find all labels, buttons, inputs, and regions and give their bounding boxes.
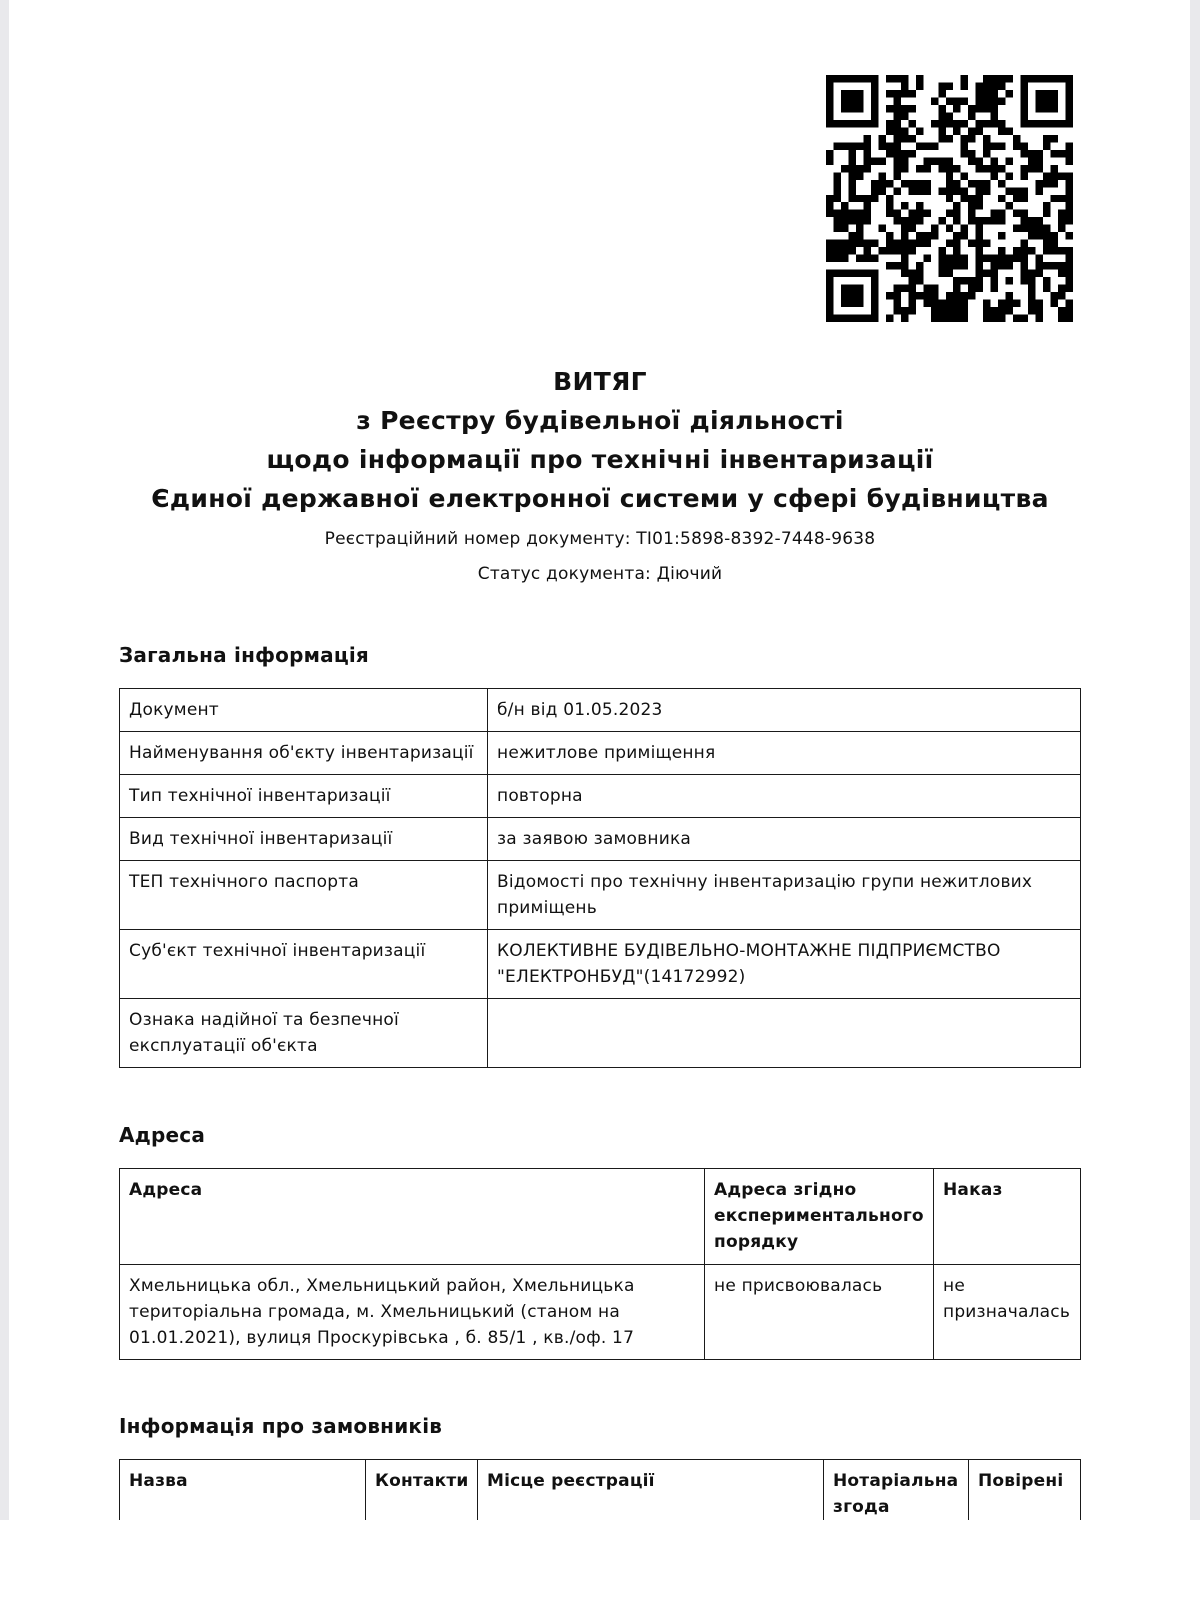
row-label: Найменування об'єкту інвентаризації (120, 732, 488, 775)
table-header-row (120, 1169, 1081, 1265)
row-label: ТЕП технічного паспорта (120, 861, 488, 930)
document-subtitle: з Реєстру будівельної діяльності (356, 406, 844, 435)
row-value: б/н від 01.05.2023 (488, 689, 1081, 732)
experimental-address-cell: не присвоювалась (705, 1265, 934, 1360)
table-row (120, 818, 1081, 861)
document-header (0, 362, 1200, 585)
address-cell: Хмельницька обл., Хмельницький район, Хмельницька територіальна громада, м. Хмельницький (станом на 01.01.2021), вулиця Проскурівська , б. 85/1 , кв./оф. 17 (120, 1265, 705, 1360)
section-title-general: Загальна інформація (119, 643, 369, 667)
row-value (488, 999, 1081, 1068)
column-header: Місце реєстрації (478, 1460, 824, 1540)
column-header: Контакти (366, 1460, 478, 1540)
qr-finder-pattern (826, 75, 878, 127)
qr-finder-pattern (1021, 75, 1073, 127)
column-header: Повірені (969, 1460, 1081, 1540)
page-bottom (0, 1520, 1200, 1600)
row-label: Документ (120, 689, 488, 732)
table-row (120, 732, 1081, 775)
row-label: Ознака надійної та безпечної експлуатації об'єкта (120, 999, 488, 1068)
general-info-table (119, 688, 1081, 1068)
qr-finder-pattern (826, 270, 878, 322)
row-label: Вид технічної інвентаризації (120, 818, 488, 861)
row-value: повторна (488, 775, 1081, 818)
document-subtitle: щодо інформації про технічні інвентаризації (266, 445, 934, 474)
address-table (119, 1168, 1081, 1360)
order-cell: не призначалась (934, 1265, 1081, 1360)
row-label: Тип технічної інвентаризації (120, 775, 488, 818)
registration-number: Реєстраційний номер документу: ТІ01:5898-8392-7448-9638 (324, 529, 876, 549)
column-header: Назва (120, 1460, 366, 1540)
table-row (120, 1265, 1081, 1360)
table-row (120, 775, 1081, 818)
table-row (120, 930, 1081, 999)
table-row (120, 689, 1081, 732)
column-header: Нотаріальна згода (824, 1460, 969, 1540)
row-value: Відомості про технічну інвентаризацію групи нежитлових приміщень (488, 861, 1081, 930)
row-value: КОЛЕКТИВНЕ БУДІВЕЛЬНО-МОНТАЖНЕ ПІДПРИЄМСТВО "ЕЛЕКТРОНБУД"(14172992) (488, 930, 1081, 999)
row-value: за заявою замовника (488, 818, 1081, 861)
column-header: Адреса згідно експериментального порядку (705, 1169, 934, 1265)
row-label: Суб'єкт технічної інвентаризації (120, 930, 488, 999)
column-header: Наказ (934, 1169, 1081, 1265)
qr-code (826, 75, 1073, 322)
document-title: ВИТЯГ (553, 367, 647, 396)
table-row (120, 861, 1081, 930)
table-row (120, 999, 1081, 1068)
document-status: Статус документа: Діючий (477, 564, 723, 584)
section-title-customers: Інформація про замовників (119, 1414, 443, 1438)
document-subtitle: Єдиної державної електронної системи у сфері будівництва (151, 484, 1049, 513)
row-value: нежитлове приміщення (488, 732, 1081, 775)
column-header: Адреса (120, 1169, 705, 1265)
section-title-address: Адреса (119, 1123, 206, 1147)
